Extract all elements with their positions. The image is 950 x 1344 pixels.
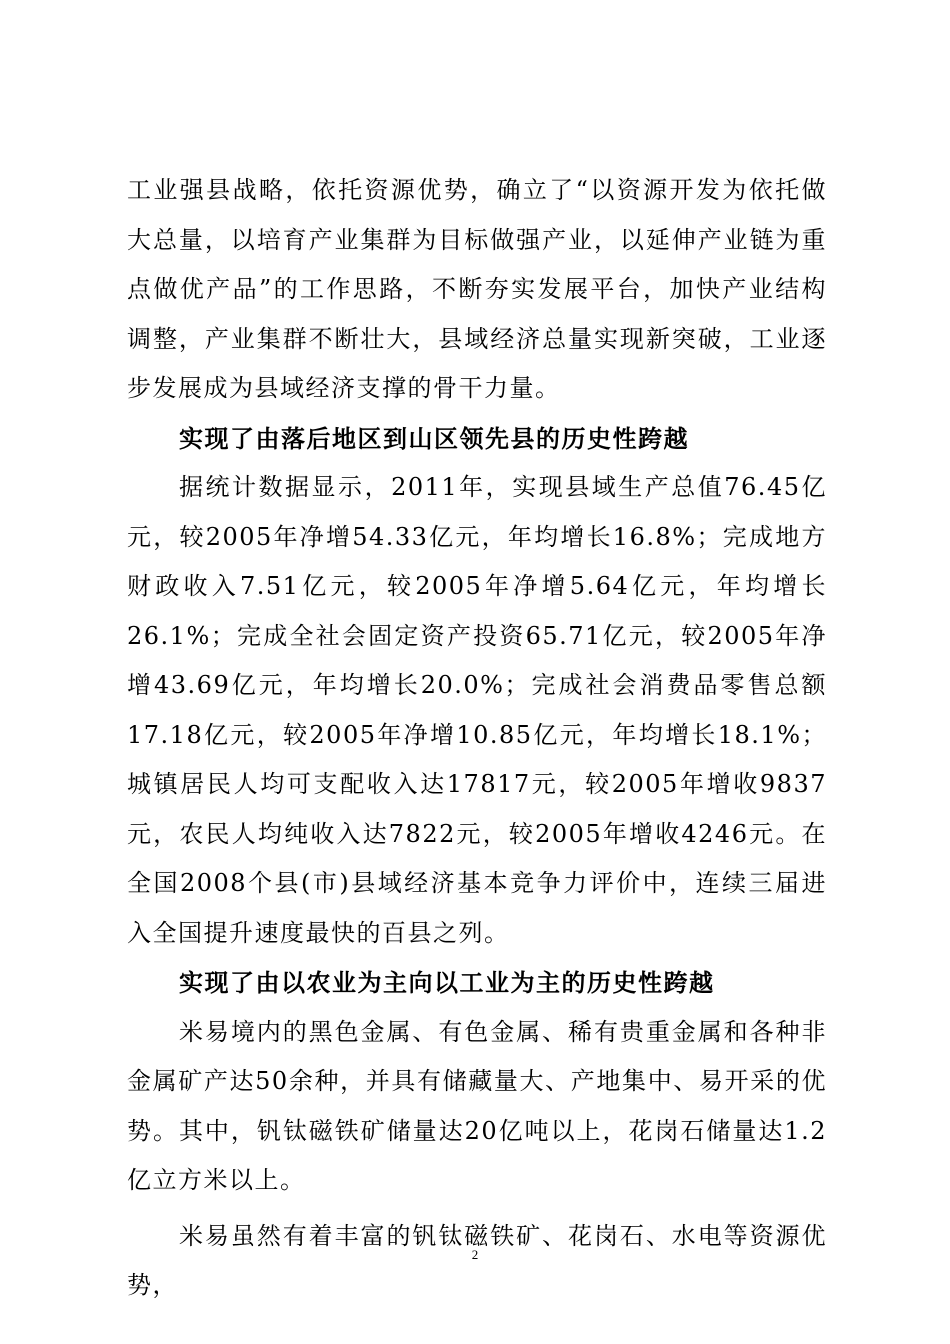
section-heading-agriculture-to-industry: 实现了由以农业为主向以工业为主的历史性跨越 xyxy=(179,968,715,997)
section-heading-mountain-leading-county: 实现了由落后地区到山区领先县的历史性跨越 xyxy=(179,423,689,453)
paragraph-resource-advantages: 米易虽然有着丰富的钒钛磁铁矿、花岗石、水电等资源优势， xyxy=(127,1221,827,1299)
document-body xyxy=(127,166,827,1311)
paragraph-statistics-2011: 据统计数据显示，2011年，实现县域生产总值76.45亿元，较2005年净增54.33亿元，年均增长16.8%；完成地方财政收入7.51亿元，较2005年净增5.64亿元，年均增长26.1%；完成全社会固定资产投资65.71亿元，较2005年净增43.69亿元，年均增长20.0%；完成社会消费品零售总额17.18亿元，较2005年净增10.85亿元，年均增长18.1%；城镇居民人均可支配收入达17817元，较2005年增收9837元，农民人均纯收入达7822元，较2005年增收4246元。在全国2008个县(市)县域经济基本竞争力评价中，连续三届进入全国提升速度最快的百县之列。 xyxy=(127,473,827,947)
page-number: 2 xyxy=(471,1247,479,1262)
paragraph-industrial-strategy: 工业强县战略，依托资源优势，确立了“以资源开发为依托做大总量，以培育产业集群为目标做强产业，以延伸产业链为重点做优产品”的工作思路，不断夯实发展平台，加快产业结构调整，产业集群不断壮大，县域经济总量实现新突破，工业逐步发展成为县域经济支撑的骨干力量。 xyxy=(127,176,827,402)
paragraph-mineral-resources: 米易境内的黑色金属、有色金属、稀有贵重金属和各种非金属矿产达50余种，并具有储藏量大、产地集中、易开采的优势。其中，钒钛磁铁矿储量达20亿吨以上，花岗石储量达1.2亿立方米以上。 xyxy=(127,1017,827,1194)
